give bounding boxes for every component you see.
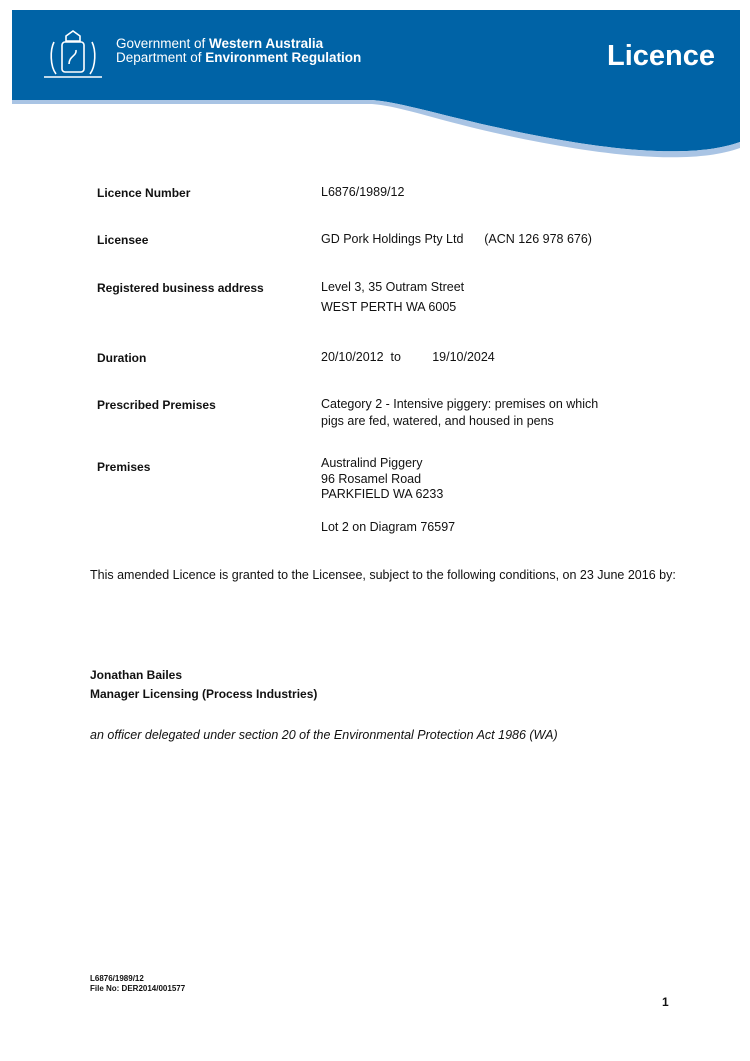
premises-line-1: Australind Piggery: [321, 456, 423, 470]
document-title: Licence: [607, 40, 715, 72]
premises-line-2: 96 Rosamel Road: [321, 472, 422, 486]
licensee-label: Licensee: [97, 233, 149, 247]
gov-prefix: Government of: [116, 36, 210, 51]
address-line-1: Level 3, 35 Outram Street: [321, 280, 465, 294]
prescribed-premises-label: Prescribed Premises: [97, 398, 216, 412]
coat-of-arms-logo: [42, 28, 104, 80]
licence-number-label: Licence Number: [97, 186, 191, 200]
signatory-name: Jonathan Bailes: [90, 668, 183, 682]
signatory-title: Manager Licensing (Process Industries): [90, 687, 318, 701]
premises-line-3: PARKFIELD WA 6233: [321, 487, 444, 501]
prescribed-premises-line-2: pigs are fed, watered, and housed in pens: [321, 414, 554, 428]
premises-label: Premises: [97, 460, 151, 474]
delegation-statement: an officer delegated under section 20 of the Environmental Protection Act 1986 (WA): [90, 728, 558, 742]
duration-value: 20/10/2012 to 19/10/2024: [321, 350, 495, 364]
dept-name: Environment Regulation: [205, 50, 362, 65]
header-banner: [0, 0, 750, 170]
duration-label: Duration: [97, 351, 147, 365]
address-label: Registered business address: [97, 281, 264, 295]
dept-prefix: Department of: [116, 50, 206, 65]
gov-state: Western Australia: [209, 36, 324, 51]
licence-number-value: L6876/1989/12: [321, 185, 405, 199]
footer-file-no: File No: DER2014/001577: [90, 984, 186, 993]
grant-statement: This amended Licence is granted to the Licensee, subject to the following conditions, on 23 June 2016 by:: [90, 568, 676, 582]
footer-licence-ref: L6876/1989/12: [90, 974, 144, 983]
page-number: 1: [662, 995, 669, 1009]
address-line-2: WEST PERTH WA 6005: [321, 300, 457, 314]
department-name: [116, 37, 361, 65]
prescribed-premises-line-1: Category 2 - Intensive piggery: premises on which: [321, 397, 599, 411]
premises-lot: Lot 2 on Diagram 76597: [321, 520, 456, 534]
licensee-value: GD Pork Holdings Pty Ltd (ACN 126 978 676): [321, 232, 592, 246]
